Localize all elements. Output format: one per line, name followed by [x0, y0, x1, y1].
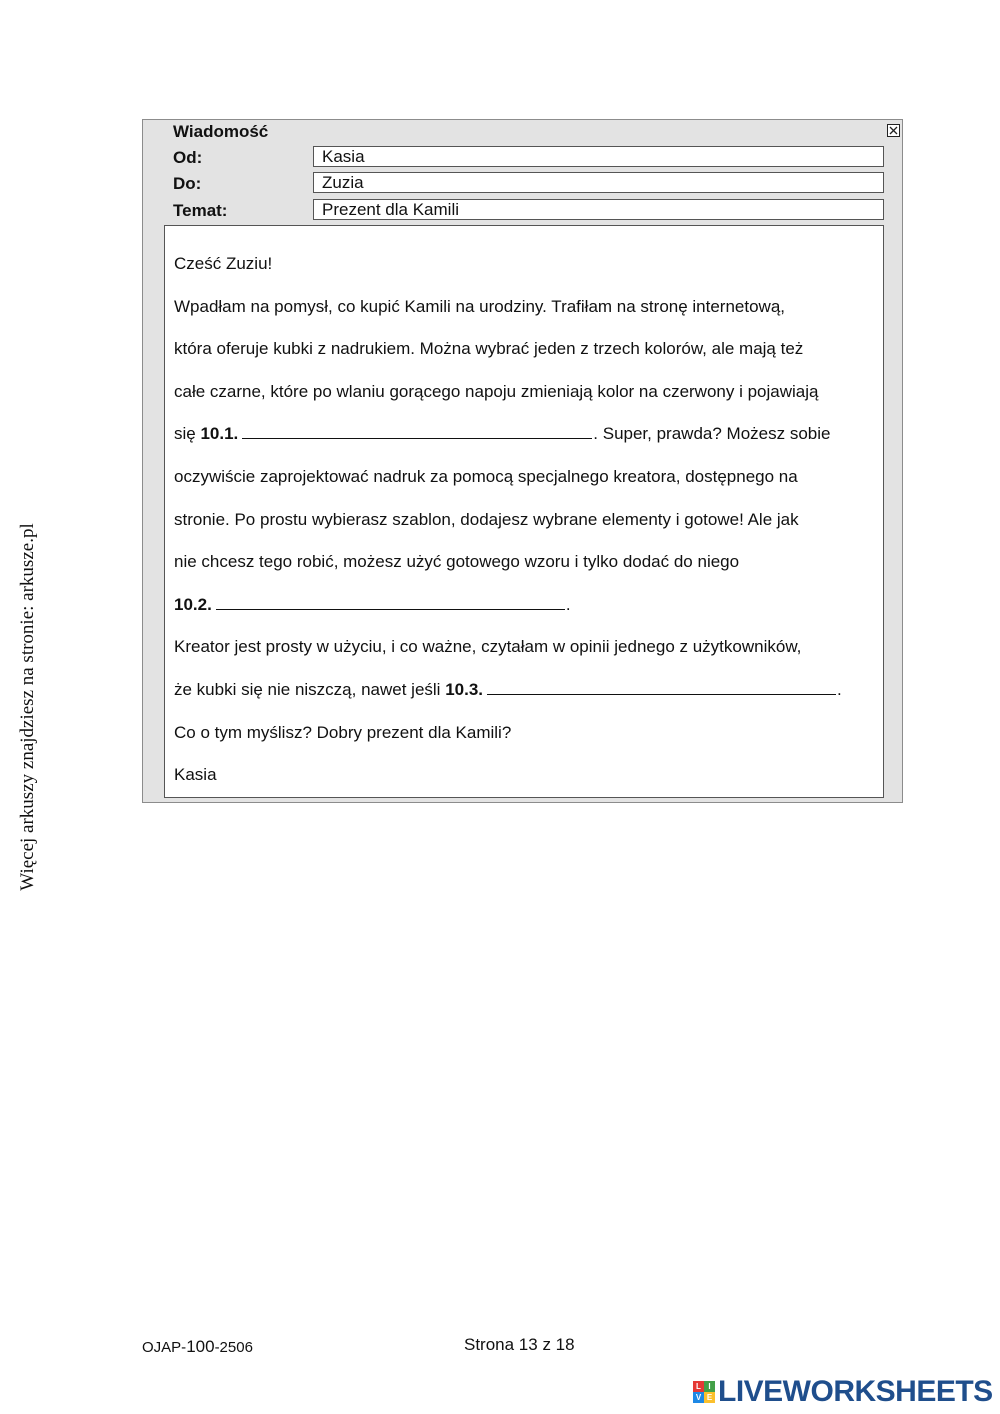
subject-label: Temat:	[173, 201, 228, 220]
subject-field[interactable]: Prezent dla Kamili	[313, 199, 884, 220]
message-body	[164, 225, 884, 798]
icon-letter: L	[693, 1381, 704, 1392]
line-text: . Super, prawda? Możesz sobie	[593, 424, 831, 444]
line-text: że kubki się nie niszczą, nawet jeśli	[174, 679, 441, 699]
icon-letter: V	[693, 1392, 704, 1403]
exam-code	[142, 1337, 253, 1357]
message-window	[142, 119, 903, 803]
close-x-icon[interactable]	[887, 124, 900, 137]
from-field[interactable]: Kasia	[313, 146, 884, 167]
body-line: stronie. Po prostu wybierasz szablon, dodajesz wybrane elementy i gotowe! Ale jak	[174, 509, 799, 529]
gap-10-2-blank[interactable]	[216, 608, 565, 610]
body-line: oczywiście zaprojektować nadruk za pomocą specjalnego kreatora, dostępnego na	[174, 466, 798, 486]
brand-logo[interactable]	[693, 1375, 993, 1409]
side-note: Więcej arkuszy znajdziesz na stronie: arkusze.pl	[17, 523, 38, 891]
to-label: Do:	[173, 174, 202, 193]
body-line: która oferuje kubki z nadrukiem. Można wybrać jeden z trzech kolorów, ale mają też	[174, 339, 804, 359]
brand-name: LIVEWORKSHEETS	[718, 1375, 993, 1408]
body-line: Kreator jest prosty w użyciu, i co ważne, czytałam w opinii jednego z użytkowników,	[174, 637, 802, 657]
exam-code-prefix: OJAP-	[142, 1339, 187, 1356]
gap-number-10-2: 10.2.	[174, 594, 212, 614]
line-text: .	[565, 594, 571, 614]
line-text: się	[174, 424, 196, 444]
icon-letter: E	[704, 1392, 715, 1403]
gap-10-1-blank[interactable]	[242, 437, 592, 439]
greeting: Cześć Zuziu!	[174, 254, 273, 273]
line-text: .	[837, 679, 842, 699]
body-line-gap2	[174, 584, 886, 627]
from-label: Od:	[173, 148, 203, 167]
body-line: Co o tym myślisz? Dobry prezent dla Kamili?	[174, 722, 512, 742]
body-line: nie chcesz tego robić, możesz użyć gotowego wzoru i tylko dodać do niego	[174, 552, 740, 572]
liveworksheets-icon	[693, 1381, 715, 1403]
page-number: Strona 13 z 18	[464, 1335, 575, 1354]
body-line: całe czarne, które po wlaniu gorącego napoju zmieniają kolor na czerwony i pojawiają	[174, 381, 819, 401]
body-line: Wpadłam na pomysł, co kupić Kamili na urodziny. Trafiłam na stronę internetową,	[174, 296, 786, 316]
gap-number-10-1: 10.1.	[200, 424, 239, 444]
body-line-gap3	[174, 669, 886, 712]
exam-code-suffix: -2506	[214, 1339, 253, 1356]
signature: Kasia	[174, 765, 217, 785]
body-line-gap1	[174, 413, 886, 456]
icon-letter: I	[704, 1381, 715, 1392]
exam-code-mid: 100	[186, 1337, 215, 1356]
to-field[interactable]: Zuzia	[313, 172, 884, 193]
gap-number-10-3: 10.3.	[445, 679, 484, 699]
window-title: Wiadomość	[173, 122, 269, 141]
gap-10-3-blank[interactable]	[487, 693, 836, 695]
